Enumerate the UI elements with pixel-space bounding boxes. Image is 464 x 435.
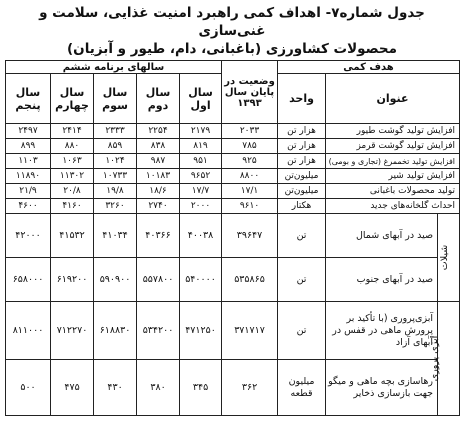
row-year-3: ۱۰۷۳۳ bbox=[94, 169, 137, 184]
header-status-line3: ۱۳۹۳ bbox=[237, 97, 262, 109]
header-sixth-plan: سالهای برنامه ششم bbox=[6, 61, 222, 74]
row-year-1: ۵۴۰۰۰۰ bbox=[180, 258, 222, 302]
caption-line-1: جدول شماره۷- اهداف کمی راهبرد امنیت غذایی، سلامت و غنی‌سازی bbox=[39, 5, 425, 39]
table-caption bbox=[6, 4, 458, 58]
row-title: آبزی‌پروری (با تأکید بر پرورش ماهی در قفس در آبهای آزاد bbox=[326, 302, 438, 360]
row-title: افزایش تولید شیر bbox=[326, 169, 460, 184]
header-year-3 bbox=[94, 74, 137, 124]
row-unit: تن bbox=[278, 214, 326, 258]
row-year-2: ۹۸۷ bbox=[137, 154, 180, 169]
row-year-5: ۲۱/۹ bbox=[6, 184, 51, 199]
row-title: افزایش تولید گوشت قرمز bbox=[326, 139, 460, 154]
row-year-4: ۶۱۹۲۰۰ bbox=[51, 258, 94, 302]
row-status: ۳۷۱۷۱۷ bbox=[222, 302, 278, 360]
table-row bbox=[6, 169, 460, 184]
row-year-2: ۵۵۷۸۰۰ bbox=[137, 258, 180, 302]
year-4-ordinal: چهارم bbox=[55, 98, 89, 112]
row-title: افزایش تولید گوشت طیور bbox=[326, 124, 460, 139]
year-2-ordinal: دوم bbox=[147, 98, 169, 112]
header-status-line1: وضعیت در bbox=[224, 75, 275, 87]
table-row bbox=[6, 302, 460, 360]
row-year-5: ۴۶۰۰ bbox=[6, 199, 51, 214]
row-title: صید در آبهای شمال bbox=[326, 214, 438, 258]
row-year-1: ۲۱۷۹ bbox=[180, 124, 222, 139]
row-status: ۹۲۵ bbox=[222, 154, 278, 169]
group-label-aquaculture bbox=[428, 302, 460, 416]
group-label-fisheries bbox=[438, 214, 460, 302]
row-unit: میلیون‌تن bbox=[278, 169, 326, 184]
row-year-4: ۸۸۰ bbox=[51, 139, 94, 154]
year-1-ordinal: اول bbox=[190, 98, 211, 112]
row-year-3: ۴۱۰۳۴ bbox=[94, 214, 137, 258]
year-5-word: سال bbox=[15, 85, 41, 99]
row-status: ۹۶۱۰ bbox=[222, 199, 278, 214]
row-year-5: ۱۱۸۹۰ bbox=[6, 169, 51, 184]
row-status: ۸۸۰۰ bbox=[222, 169, 278, 184]
row-unit: هزار تن bbox=[278, 139, 326, 154]
year-5-ordinal: پنجم bbox=[15, 98, 41, 112]
row-year-5: ۸۱۱۰۰۰ bbox=[6, 302, 51, 360]
row-year-1: ۸۱۹ bbox=[180, 139, 222, 154]
row-year-3: ۵۹۰۹۰۰ bbox=[94, 258, 137, 302]
row-year-4: ۴۱۶۰ bbox=[51, 199, 94, 214]
year-1-word: سال bbox=[188, 85, 213, 99]
table-row bbox=[6, 154, 460, 169]
row-unit: هزار تن bbox=[278, 154, 326, 169]
row-year-1: ۲۰۰۰ bbox=[180, 199, 222, 214]
row-year-1: ۴۷۱۲۵۰ bbox=[180, 302, 222, 360]
row-title: صید در آبهای جنوب bbox=[326, 258, 438, 302]
row-year-3: ۲۳۳۳ bbox=[94, 124, 137, 139]
row-unit: تن bbox=[278, 258, 326, 302]
row-status: ۳۶۲ bbox=[222, 360, 278, 416]
row-year-3: ۳۲۶۰ bbox=[94, 199, 137, 214]
row-status: ۱۷/۱ bbox=[222, 184, 278, 199]
row-year-4: ۱۱۳۰۲ bbox=[51, 169, 94, 184]
row-year-4: ۴۱۵۳۲ bbox=[51, 214, 94, 258]
row-status: ۳۹۶۴۷ bbox=[222, 214, 278, 258]
header-unit: واحد bbox=[278, 74, 326, 124]
year-2-word: سال bbox=[145, 85, 171, 99]
header-quant-goal: هدف کمی bbox=[278, 61, 460, 74]
table-row bbox=[6, 199, 460, 214]
row-year-3: ۱۹/۸ bbox=[94, 184, 137, 199]
row-year-3: ۱۰۲۴ bbox=[94, 154, 137, 169]
row-year-4: ۱۰۶۳ bbox=[51, 154, 94, 169]
row-year-3: ۴۳۰ bbox=[94, 360, 137, 416]
row-title: تولید محصولات باغبانی bbox=[326, 184, 460, 199]
row-year-3: ۸۵۹ bbox=[94, 139, 137, 154]
table-row bbox=[6, 214, 460, 258]
row-year-2: ۴۰۳۶۶ bbox=[137, 214, 180, 258]
year-3-word: سال bbox=[102, 85, 128, 99]
table-row bbox=[6, 184, 460, 199]
row-status: ۷۸۵ bbox=[222, 139, 278, 154]
row-year-5: ۸۹۹ bbox=[6, 139, 51, 154]
table-row bbox=[6, 258, 460, 302]
header-year-2 bbox=[137, 74, 180, 124]
row-year-2: ۱۸/۶ bbox=[137, 184, 180, 199]
row-title: رهاسازی بچه ماهی و میگو جهت بازسازی ذخایر bbox=[326, 360, 438, 416]
group-label-aquaculture-text: آبزی پروری bbox=[428, 335, 440, 382]
header-year-1 bbox=[180, 74, 222, 124]
row-year-1: ۱۷/۷ bbox=[180, 184, 222, 199]
row-unit: میلیون قطعه bbox=[278, 360, 326, 416]
row-year-5: ۵۰۰ bbox=[6, 360, 51, 416]
row-year-1: ۹۶۵۲ bbox=[180, 169, 222, 184]
row-year-2: ۵۳۴۲۰۰ bbox=[137, 302, 180, 360]
year-4-word: سال bbox=[59, 85, 85, 99]
row-status: ۵۳۵۸۶۵ bbox=[222, 258, 278, 302]
row-year-5: ۲۴۹۷ bbox=[6, 124, 51, 139]
row-year-1: ۴۰۰۳۸ bbox=[180, 214, 222, 258]
row-year-5: ۴۲۰۰۰ bbox=[6, 214, 51, 258]
year-3-ordinal: سوم bbox=[102, 98, 128, 112]
row-year-4: ۲۰/۸ bbox=[51, 184, 94, 199]
row-year-1: ۳۴۵ bbox=[180, 360, 222, 416]
header-year-5 bbox=[6, 74, 51, 124]
row-year-2: ۲۲۵۴ bbox=[137, 124, 180, 139]
header-year-4 bbox=[51, 74, 94, 124]
table-row bbox=[6, 124, 460, 139]
group-label-fisheries-text: شیلات bbox=[438, 244, 450, 271]
table-row bbox=[6, 139, 460, 154]
header-status bbox=[222, 61, 278, 124]
row-year-4: ۴۷۵ bbox=[51, 360, 94, 416]
row-unit: هکتار bbox=[278, 199, 326, 214]
row-year-2: ۸۳۸ bbox=[137, 139, 180, 154]
row-unit: هزار تن bbox=[278, 124, 326, 139]
row-year-3: ۶۱۸۸۳۰ bbox=[94, 302, 137, 360]
row-year-1: ۹۵۱ bbox=[180, 154, 222, 169]
caption-line-2: محصولات کشاورزی (باغبانی، دام، طیور و آبزیان) bbox=[67, 41, 397, 57]
row-year-2: ۳۸۰ bbox=[137, 360, 180, 416]
table-row bbox=[6, 360, 460, 416]
row-title: احداث گلخانه‌های جدید bbox=[326, 199, 460, 214]
row-unit: میلیون‌تن bbox=[278, 184, 326, 199]
goals-table bbox=[5, 60, 460, 416]
row-unit: تن bbox=[278, 302, 326, 360]
row-title: افزایش تولید تخممرغ (تجاری و بومی) bbox=[326, 154, 460, 169]
header-status-line2: پایان سال bbox=[224, 86, 275, 98]
row-status: ۲۰۳۳ bbox=[222, 124, 278, 139]
row-year-2: ۱۰۱۸۳ bbox=[137, 169, 180, 184]
header-title: عنوان bbox=[326, 74, 460, 124]
row-year-2: ۲۷۴۰ bbox=[137, 199, 180, 214]
row-year-5: ۱۱۰۳ bbox=[6, 154, 51, 169]
row-year-5: ۶۵۸۰۰۰ bbox=[6, 258, 51, 302]
row-year-4: ۲۴۱۴ bbox=[51, 124, 94, 139]
row-year-4: ۷۱۲۲۷۰ bbox=[51, 302, 94, 360]
